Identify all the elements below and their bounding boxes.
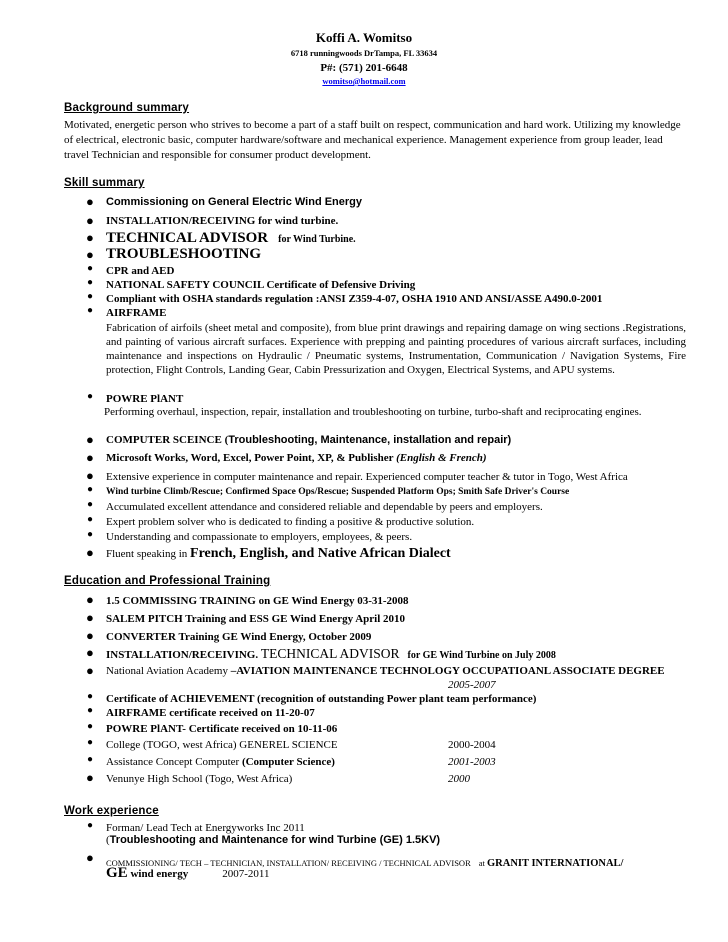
resume-page: Koffi A. Womitso 6718 runningwoods DrTampa, FL 33634 P#: (571) 201-6648 womitso@hotmail.com Background summary Motivated, energetic person who strives to become a part of a staff built on respect, communication and hard work. Utilizing my knowledge of electrical, electronic basic, computer hardware/software and mechanical experience. Management experience from group leader, lead travel Technician and responsible for consumer product development. Skill summary ● Commissioning on General Electric Wind Energy ● INSTALLATION/RECEIVING for wind turbine. ● TECHNICAL ADVISOR for Wind Turbine. ● TROUBLESHOOTING ● CPR and AED ● NATIONAL SAFETY COUNCIL Certificate of Defensive Driving ● Compliant with OSHA standards regulation :ANSI Z359-4-07, OSHA 1910 AND ANSI/ASSE A490.0-2001 ● AIRFRAME Fabrication of airfoils (sheet metal and composite), from blue print drawings and repairing damage on wing sections .Registrations, and painting of various aircraft surfaces. Experience with prepping and painting procedures of various aircraft surfaces, including maintenance and inspections on Hydraulic / Pneumatic systems, Instrumentation, Communication / Navigation Systems, Fire protection, Flight Controls, Landing Gear, Cabin Pressurization and Oxygen, Electrical Systems, and APU systems. ● POWRE PlANT Performing overhaul, inspection, repair, installation and troubleshooting on turbine, turbo-shaft and reciprocating engines. ● COMPUTER SCEINCE (Troubleshooting, Maintenance, installation and repair) ● Microsoft Works, Word, Excel, Power Point, XP, & Publisher (English & French) ● Extensive experience in computer maintenance and repair. Experienced computer teacher & tutor in Togo, West Africa ● Wind turbine Climb/Rescue; Confirmed Space Ops/Rescue; Suspended Platform Ops; Smith Safe Driver's Course ● Accumulated excellent attendance and considered reliable and dependable by peers and employers. ● Expert problem solver who is dedicated to finding a positive & productive solution. ● Understanding and compassionate to employers, employees, & peers. ● Fluent speaking in French, English, and Native African Dialect Education and Professional Training ● 1.5 COMMISSING TRAINING on GE Wind Energy 03-31-2008 ● SALEM PITCH Training and ESS GE Wind Energy April 2010 ● CONVERTER Training GE Wind Energy, October 2009 ● INSTALLATION/RECEIVING. TECHNICAL ADVISOR for GE Wind Turbine on July 2008 ● National Aviation Academy –AVIATION MAINTENANCE TECHNOLOGY OCCUPATIOANL ASSOCIATE DEGREE 2005-2007 ● Certificate of ACHIEVEMENT (recognition of outstanding Power plant team performance) ● AIRFRAME certificate received on 11-20-07 ● POWRE PlANT- Certificate received on 10-11-06 ● College (TOGO, west Africa) GENEREL SCIENCE 2000-2004 ● Assistance Concept Computer (Computer Science) 2001-2003 ● Venunye High School (Togo, West Africa) 2000 Work experience ● Forman/ Lead Tech at Energyworks Inc 2011 (Troubleshooting and Maintenance for wind Turbine (GE) 1.5KV) ● COMMISSIONING/ TECH – TECHNICIAN, INSTALLATION/ RECEIVING / TECHNICAL ADVISOR at GRANIT INTERNATIONAL/ GE wind energy 2007-2011 xyxy=(0,0,728,942)
bullet-icon: ● xyxy=(87,529,94,540)
bullet-icon: ● xyxy=(86,432,94,447)
address: 6718 runningwoods DrTampa, FL 33634 xyxy=(290,48,438,58)
bullet-icon: ● xyxy=(87,691,94,702)
bullet-icon: ● xyxy=(86,545,94,560)
bullet-icon: ● xyxy=(86,247,94,262)
phone-number: P#: (571) 201-6648 xyxy=(320,62,408,74)
skills-heading: Skill summary xyxy=(64,177,145,189)
bullet-icon: ● xyxy=(86,230,94,245)
bullet-icon: ● xyxy=(86,468,94,483)
bullet-icon: ● xyxy=(86,592,94,607)
bullet-icon: ● xyxy=(86,645,94,660)
email-link[interactable]: womitso@hotmail.com xyxy=(322,76,406,86)
education-heading: Education and Professional Training xyxy=(64,575,271,587)
candidate-name: Koffi A. Womitso xyxy=(315,30,413,45)
bullet-icon: ● xyxy=(87,737,94,748)
bullet-icon: ● xyxy=(87,721,94,732)
background-heading: Background summary xyxy=(64,102,190,114)
bullet-icon: ● xyxy=(86,628,94,643)
bullet-icon: ● xyxy=(86,663,94,678)
bullet-icon: ● xyxy=(87,391,94,402)
bullet-icon: ● xyxy=(87,514,94,525)
bullet-icon: ● xyxy=(87,499,94,510)
bullet-icon: ● xyxy=(87,705,94,716)
work-heading: Work experience xyxy=(64,805,159,817)
bullet-icon: ● xyxy=(86,194,94,209)
bullet-icon: ● xyxy=(87,754,94,765)
bullet-icon: ● xyxy=(87,277,94,288)
bullet-icon: ● xyxy=(86,770,94,785)
background-text: Motivated, energetic person who strives to become a part of a staff built on respect, communication and hard work. Utilizing my knowledge of electrical, electronic basic, computer hardware/software and mechanical experience. Management experience from group leader, lead travel Technician and responsible for consumer product development. xyxy=(64,119,681,161)
bullet-icon: ● xyxy=(87,291,94,302)
bullet-icon: ● xyxy=(87,820,94,831)
bullet-icon: ● xyxy=(87,263,94,274)
bullet-icon: ● xyxy=(87,305,94,316)
bullet-icon: ● xyxy=(86,213,94,228)
bullet-icon: ● xyxy=(86,450,94,465)
bullet-icon: ● xyxy=(87,484,94,495)
bullet-icon: ● xyxy=(86,850,94,865)
bullet-icon: ● xyxy=(86,610,94,625)
